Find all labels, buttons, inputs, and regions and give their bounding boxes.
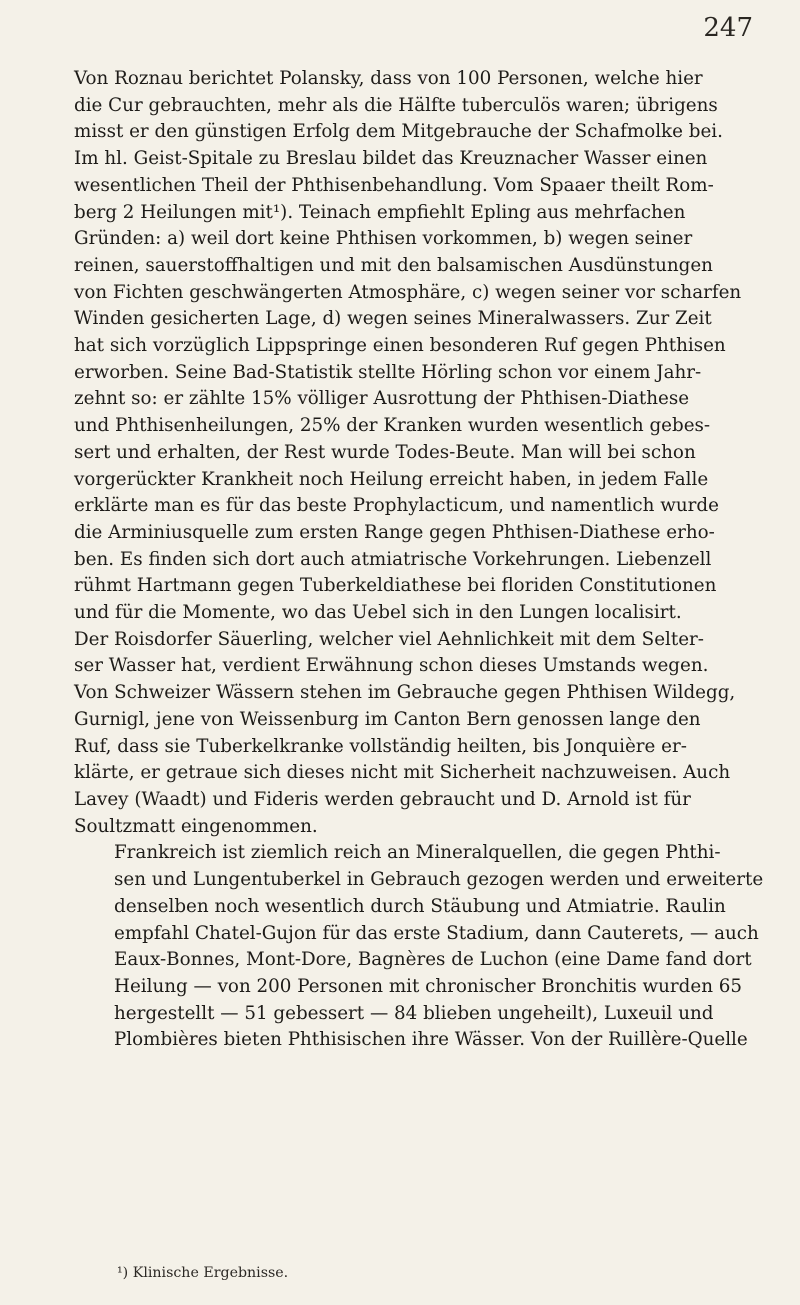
text-line-26: Ruf, dass sie Tuberkelkranke vollständig heilten, bis Jonquière er- [74,735,687,757]
text-line-1: Von Roznau berichtet Polansky, dass von 100 Personen, welche hier [74,68,703,89]
text-line-3: misst er den günstigen Erfolg dem Mitgebrauche der Schafmolke bei. [74,121,723,143]
text-line-23: ser Wasser hat, verdient Erwähnung schon dieses Umstands wegen. [74,655,709,677]
text-line-25: Gurnigl, jene von Weissenburg im Canton Bern genossen lange den [74,708,701,730]
body-paragraph-2 [74,840,764,1054]
text-line-17: erklärte man es für das beste Prophylacticum, und namentlich wurde [74,495,719,517]
text-line-21: und für die Momente, wo das Uebel sich in den Lungen localisirt. [74,602,682,624]
text-line-34: Eaux-Bonnes, Mont-Dore, Bagnères de Luchon (eine Dame fand dort [114,949,752,971]
text-line-33: empfahl Chatel-Gujon für das erste Stadium, dann Cauterets, — auch [114,922,759,944]
text-line-27: klärte, er getraue sich dieses nicht mit Sicherheit nachzuweisen. Auch [74,762,731,784]
text-line-4: Im hl. Geist-Spitale zu Breslau bildet das Kreuznacher Wasser einen [74,148,708,170]
text-line-30: Frankreich ist ziemlich reich an Mineralquellen, die gegen Phthi- [114,842,721,864]
text-line-8: reinen, sauerstoffhaltigen und mit den balsamischen Ausdünstungen [74,254,713,276]
footnote: ¹) Klinische Ergebnisse. [117,1265,289,1281]
text-line-32: denselben noch wesentlich durch Stäubung und Atmiatrie. Raulin [114,895,726,917]
text-line-16: vorgerückter Krankheit noch Heilung erreicht haben, in jedem Falle [74,468,709,490]
text-line-19: ben. Es finden sich dort auch atmiatrische Vorkehrungen. Liebenzell [74,548,712,570]
text-line-11: hat sich vorzüglich Lippspringe einen besonderen Ruf gegen Phthisen [74,335,726,357]
text-line-37: Plombières bieten Phthisischen ihre Wässer. Von der Ruillère-Quelle [114,1029,748,1051]
text-line-7: Gründen: a) weil dort keine Phthisen vorkommen, b) wegen seiner [74,228,693,250]
text-line-31: sen und Lungentuberkel in Gebrauch gezogen werden und erweiterte [114,869,764,891]
text-line-6: berg 2 Heilungen mit¹). Teinach empfiehlt Epling aus mehrfachen [74,201,686,223]
text-line-9: von Fichten geschwängerten Atmosphäre, c) wegen seiner vor scharfen [74,281,742,303]
text-line-36: hergestellt — 51 gebessert — 84 blieben ungeheilt), Luxeuil und [114,1002,714,1024]
text-line-20: rühmt Hartmann gegen Tuberkeldiathese bei floriden Constitutionen [74,575,717,597]
text-line-12: erworben. Seine Bad-Statistik stellte Hörling schon vor einem Jahr- [74,361,702,383]
text-line-24: Von Schweizer Wässern stehen im Gebrauche gegen Phthisen Wildegg, [74,682,736,704]
text-line-14: und Phthisenheilungen, 25% der Kranken wurden wesentlich gebes- [74,415,711,437]
page-number: 247 [703,13,753,43]
text-line-5: wesentlichen Theil der Phthisenbehandlung. Vom Spaaer theilt Rom- [74,174,714,196]
text-line-10: Winden gesicherten Lage, d) wegen seines Mineralwassers. Zur Zeit [74,308,712,330]
text-line-29: Soultzmatt eingenommen. [74,815,318,837]
text-line-18: die Arminiusquelle zum ersten Range gegen Phthisen-Diathese erho- [74,521,715,543]
body-paragraph-1 [74,66,742,840]
text-line-15: sert und erhalten, der Rest wurde Todes-Beute. Man will bei schon [74,441,696,463]
text-line-2: die Cur gebrauchten, mehr als die Hälfte tuberculös waren; übrigens [74,94,718,116]
text-line-35: Heilung — von 200 Personen mit chronischer Bronchitis wurden 65 [114,975,743,997]
text-line-22: Der Roisdorfer Säuerling, welcher viel Aehnlichkeit mit dem Selter- [74,628,704,650]
text-line-28: Lavey (Waadt) und Fideris werden gebraucht und D. Arnold ist für [74,788,691,810]
text-line-13: zehnt so: er zählte 15% völliger Ausrottung der Phthisen-Diathese [74,388,690,410]
